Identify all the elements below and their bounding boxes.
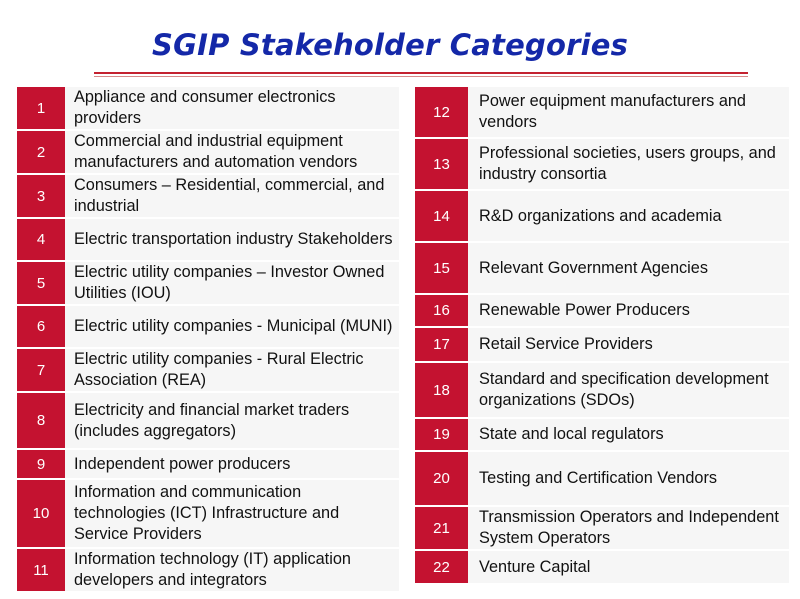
category-number: 14 <box>415 190 468 242</box>
table-row <box>415 190 789 242</box>
category-name: Information and communication technologies (ICT) Infrastructure and Service Providers <box>65 479 399 548</box>
table-row <box>17 305 399 348</box>
category-number: 2 <box>17 130 65 174</box>
category-number: 3 <box>17 174 65 218</box>
category-name: R&D organizations and academia <box>468 190 789 242</box>
category-name: Power equipment manufacturers and vendors <box>468 87 789 138</box>
table-row <box>415 418 789 451</box>
table-row <box>17 87 399 130</box>
category-number: 9 <box>17 449 65 479</box>
table-row <box>17 130 399 174</box>
category-number: 5 <box>17 261 65 305</box>
category-number: 15 <box>415 242 468 294</box>
table-row <box>415 451 789 506</box>
category-number: 8 <box>17 392 65 449</box>
category-number: 1 <box>17 87 65 130</box>
category-name: Electric utility companies – Investor Owned Utilities (IOU) <box>65 261 399 305</box>
category-name: Appliance and consumer electronics providers <box>65 87 399 130</box>
table-row <box>415 327 789 362</box>
category-name: Consumers – Residential, commercial, and industrial <box>65 174 399 218</box>
category-name: Independent power producers <box>65 449 399 479</box>
category-name: Electricity and financial market traders (includes aggregators) <box>65 392 399 449</box>
table-row <box>415 506 789 550</box>
category-name: Relevant Government Agencies <box>468 242 789 294</box>
category-name: Testing and Certification Vendors <box>468 451 789 506</box>
table-row <box>17 218 399 261</box>
category-number: 11 <box>17 548 65 592</box>
category-number: 12 <box>415 87 468 138</box>
table-row <box>415 294 789 327</box>
title-underline <box>94 72 748 79</box>
category-number: 4 <box>17 218 65 261</box>
category-number: 17 <box>415 327 468 362</box>
category-name: Venture Capital <box>468 550 789 584</box>
stakeholder-table-right <box>415 87 789 585</box>
page-title: SGIP Stakeholder Categories <box>152 28 629 62</box>
table-row <box>17 449 399 479</box>
table-row <box>415 138 789 190</box>
table-row <box>415 87 789 138</box>
category-name: Standard and specification development organizations (SDOs) <box>468 362 789 418</box>
category-number: 6 <box>17 305 65 348</box>
category-name: Commercial and industrial equipment manufacturers and automation vendors <box>65 130 399 174</box>
category-name: Information technology (IT) application developers and integrators <box>65 548 399 592</box>
category-number: 10 <box>17 479 65 548</box>
category-number: 22 <box>415 550 468 584</box>
category-number: 7 <box>17 348 65 392</box>
table-row <box>17 392 399 449</box>
title-underline-shadow <box>94 76 748 77</box>
category-name: Electric utility companies - Municipal (MUNI) <box>65 305 399 348</box>
category-number: 20 <box>415 451 468 506</box>
category-name: Electric transportation industry Stakeholders <box>65 218 399 261</box>
title-underline-main <box>94 72 748 74</box>
table-row <box>17 174 399 218</box>
table-row <box>17 479 399 548</box>
category-name: Transmission Operators and Independent System Operators <box>468 506 789 550</box>
category-number: 21 <box>415 506 468 550</box>
category-name: Retail Service Providers <box>468 327 789 362</box>
category-number: 18 <box>415 362 468 418</box>
category-number: 19 <box>415 418 468 451</box>
table-row <box>415 362 789 418</box>
table-row <box>17 261 399 305</box>
category-name: Professional societies, users groups, and industry consortia <box>468 138 789 190</box>
category-number: 13 <box>415 138 468 190</box>
category-name: State and local regulators <box>468 418 789 451</box>
table-row <box>17 548 399 592</box>
category-number: 16 <box>415 294 468 327</box>
category-name: Renewable Power Producers <box>468 294 789 327</box>
category-name: Electric utility companies - Rural Electric Association (REA) <box>65 348 399 392</box>
table-row <box>415 242 789 294</box>
table-row <box>17 348 399 392</box>
stakeholder-table-left <box>17 87 399 593</box>
table-row <box>415 550 789 584</box>
